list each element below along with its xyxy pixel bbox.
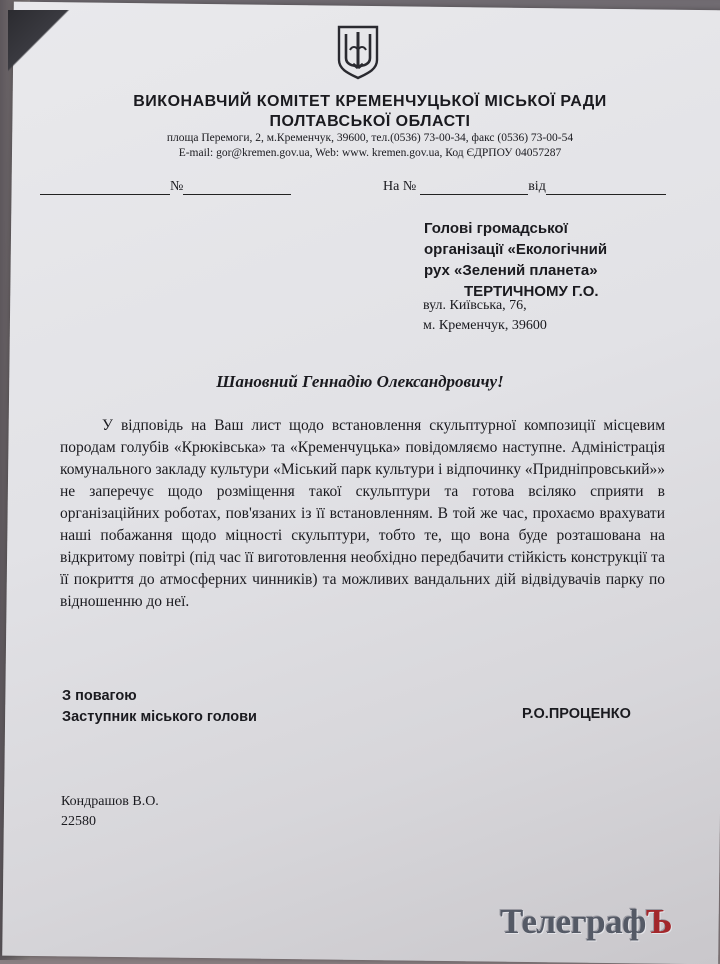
header-title: ВИКОНАВЧИЙ КОМІТЕТ КРЕМЕНЧУЦЬКОЇ МІСЬКОЇ РАДИ — [133, 93, 607, 110]
letter-body: У відповідь на Ваш лист щодо встановлення скульптурної композиції місцевим породам голубів «Крюківська» та «Кременчуцька» повідомляємо наступне. Адміністрація комунального закладу культури «Міський парк культури і відпочинку «Придніпровський»» не заперечує щодо розміщення такої скульптури та готова всіляко сприяти в організаційних роботах, пов'язаних із її встановленням. В той же час, прохаємо врахувати наші побажання щодо міцності скульптури, тобто те, що вона буде розташована на відкритому повітрі (під час її виготовлення необхідно передбачити стійкість конструкції та її покриття до атмосферних чинників) та можливих вандальних дій відвідувачів парку по відношенню до неї. — [60, 417, 665, 610]
executor-block — [61, 792, 159, 832]
in-reply-date-blank — [546, 180, 666, 195]
closing-regards: З повагою — [62, 688, 137, 704]
watermark-last-letter: Ъ — [645, 902, 673, 941]
telegraf-watermark — [500, 902, 672, 942]
incoming-reference-field — [383, 179, 666, 195]
closing-block — [62, 686, 257, 728]
addressee-line: Голові громадської — [424, 220, 568, 237]
address-city: м. Кременчук, 39600 — [423, 318, 547, 333]
executor-phone: 22580 — [61, 814, 96, 829]
number-sign: № — [170, 179, 184, 194]
header-email-web: E-mail: gor@kremen.gov.ua, Web: www. kremen.gov.ua, Код ЄДРПОУ 04057287 — [178, 147, 562, 159]
addressee-address — [423, 296, 547, 336]
header-address: площа Перемоги, 2, м.Кременчук, 39600, тел.(0536) 73-00-34, факс (0536) 73-00-54 — [166, 132, 574, 144]
addressee-line: організації «Екологічний — [424, 241, 608, 258]
trident-emblem-icon — [336, 24, 380, 80]
watermark-main: Телеграф — [500, 902, 646, 941]
addressee-name: ТЕРТИЧНОМУ Г.О. — [464, 283, 599, 300]
addressee-block — [424, 218, 684, 302]
from-label: від — [528, 179, 546, 194]
address-street: вул. Київська, 76, — [423, 298, 527, 313]
number-blank — [183, 180, 291, 195]
header-subtitle: ПОЛТАВСЬКОЇ ОБЛАСТІ — [269, 113, 471, 130]
salutation: Шановний Геннадію Олександровичу! — [216, 372, 504, 391]
addressee-line: рух «Зелений планета» — [424, 262, 598, 279]
in-reply-number-blank — [420, 180, 528, 195]
signer-name: Р.О.ПРОЦЕНКО — [522, 706, 631, 722]
signer-position: Заступник міського голови — [62, 709, 257, 725]
date-blank — [40, 180, 170, 195]
executor-name: Кондрашов В.О. — [61, 794, 159, 809]
outgoing-number-field — [40, 179, 291, 195]
in-reply-label: На № — [383, 179, 417, 194]
